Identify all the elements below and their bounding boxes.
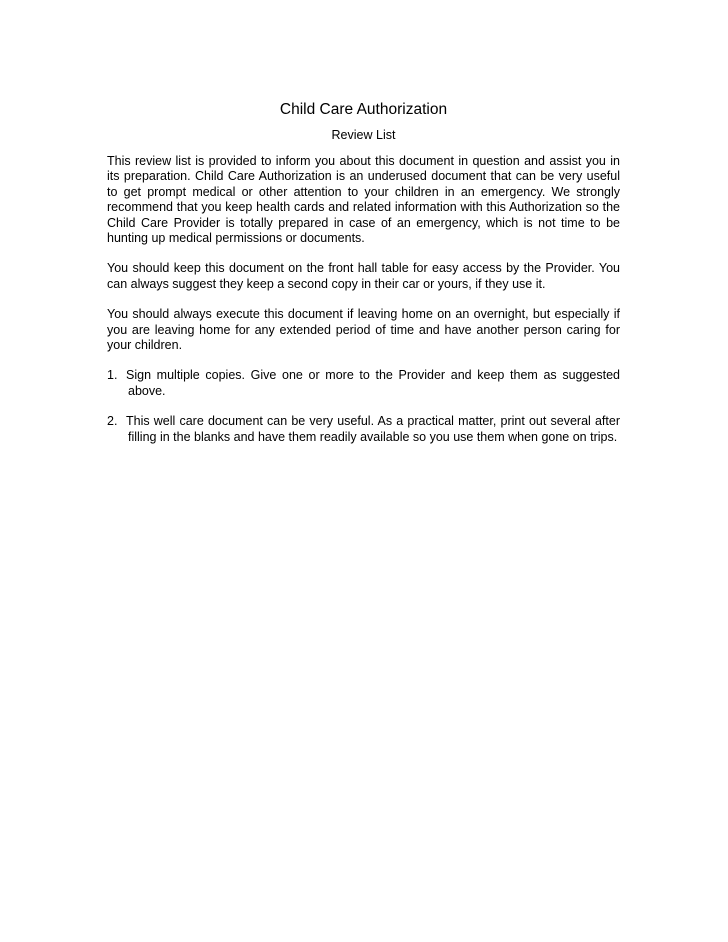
list-item (107, 414, 620, 445)
list-item-number: 2. (107, 414, 118, 429)
list-item-text: This well care document can be very useful. As a practical matter, print out several after filling in the blanks and have them readily available so you use them when gone on trips. (126, 414, 620, 444)
execution-paragraph: You should always execute this document if leaving home on an overnight, but especially if you are leaving home for any extended period of time and have another person caring for your children. (107, 307, 620, 353)
document-subtitle: Review List (331, 128, 396, 142)
review-list (107, 368, 620, 445)
document-page (107, 100, 620, 445)
list-item-text: Sign multiple copies. Give one or more to the Provider and keep them as suggested above. (126, 368, 620, 398)
document-title: Child Care Authorization (279, 101, 448, 118)
storage-paragraph: You should keep this document on the front hall table for easy access by the Provider. You can always suggest they keep a second copy in their car or yours, if they use it. (107, 261, 620, 291)
list-item (107, 368, 620, 399)
intro-paragraph: This review list is provided to inform you about this document in question and assist you in its preparation. Child Care Authorization is an underused document that can be very useful to get prompt medical or other attention to your children in an emergency. We strongly recommend that you keep health cards and related information with this Authorization so the Child Care Provider is totally prepared in case of an emergency, which is not time to be hunting up medical permissions or documents. (107, 154, 620, 246)
list-item-number: 1. (107, 368, 118, 383)
